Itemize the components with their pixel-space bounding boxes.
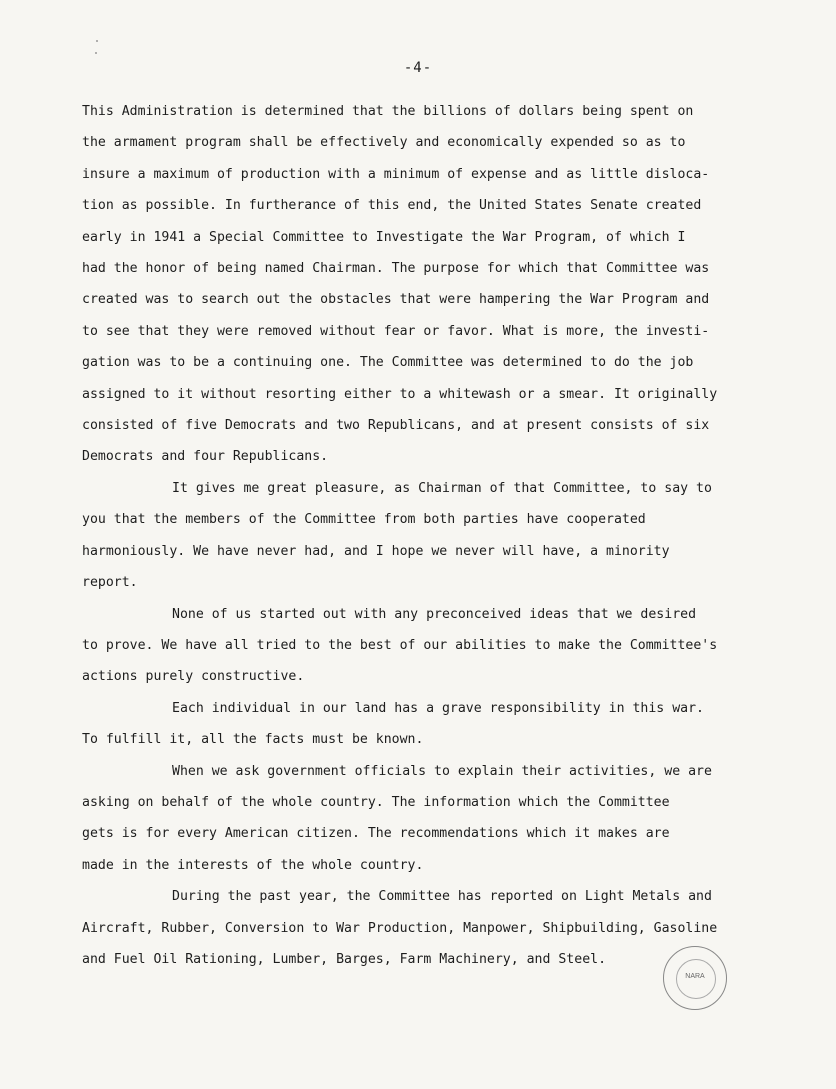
paragraph — [82, 756, 762, 882]
text-line: and Fuel Oil Rationing, Lumber, Barges, Farm Machinery, and Steel. — [82, 951, 607, 967]
text-line: Aircraft, Rubber, Conversion to War Production, Manpower, Shipbuilding, Gasoline — [82, 920, 718, 936]
page-number: -4- — [403, 60, 433, 76]
text-line: created was to search out the obstacles that were hampering the War Program and — [82, 292, 710, 308]
text-line: you that the members of the Committee from both parties have cooperated — [82, 512, 646, 528]
text-line: consisted of five Democrats and two Republicans, and at present consists of six — [82, 418, 710, 434]
text-line: the armament program shall be effectively and economically expended so as to — [82, 135, 686, 151]
text-line: tion as possible. In furtherance of this end, the United States Senate created — [82, 198, 702, 214]
text-line: It gives me great pleasure, as Chairman of that Committee, to say to — [172, 480, 712, 496]
text-line: actions purely constructive. — [82, 669, 305, 685]
text-line: made in the interests of the whole country. — [82, 857, 424, 873]
paper-speck — [95, 52, 97, 54]
text-line: This Administration is determined that the billions of dollars being spent on — [82, 104, 694, 119]
text-line: report. — [82, 575, 138, 591]
text-line: gation was to be a continuing one. The Committee was determined to do the job — [82, 355, 694, 371]
text-line: to see that they were removed without fear or favor. What is more, the investi- — [82, 323, 710, 339]
library-stamp-icon — [663, 946, 727, 1010]
text-line: Democrats and four Republicans. — [82, 449, 329, 465]
text-line: early in 1941 a Special Committee to Investigate the War Program, of which I — [82, 229, 686, 245]
paragraph — [82, 96, 762, 473]
stamp-label: NARA — [685, 973, 705, 980]
text-line: had the honor of being named Chairman. The purpose for which that Committee was — [82, 261, 710, 277]
paragraph — [82, 473, 762, 599]
text-line: During the past year, the Committee has reported on Light Metals and — [172, 889, 712, 905]
text-line: asking on behalf of the whole country. The information which the Committee — [82, 794, 670, 810]
text-line: Each individual in our land has a grave responsibility in this war. — [172, 700, 704, 716]
paragraph — [82, 599, 762, 693]
text-line: None of us started out with any preconceived ideas that we desired — [172, 606, 697, 622]
paper-speck — [96, 40, 98, 42]
text-line: to prove. We have all tried to the best of our abilities to make the Committee's — [82, 637, 718, 653]
text-line: To fulfill it, all the facts must be known. — [82, 732, 424, 748]
paragraph — [82, 693, 762, 756]
text-line: harmoniously. We have never had, and I hope we never will have, a minority — [82, 543, 670, 559]
typed-body-text — [82, 96, 762, 975]
text-line: assigned to it without resorting either to a whitewash or a smear. It originally — [82, 386, 718, 402]
text-line: insure a maximum of production with a minimum of expense and as little disloca- — [82, 166, 710, 182]
text-line: When we ask government officials to explain their activities, we are — [172, 763, 712, 779]
paragraph — [82, 881, 762, 975]
text-line: gets is for every American citizen. The recommendations which it makes are — [82, 826, 670, 842]
